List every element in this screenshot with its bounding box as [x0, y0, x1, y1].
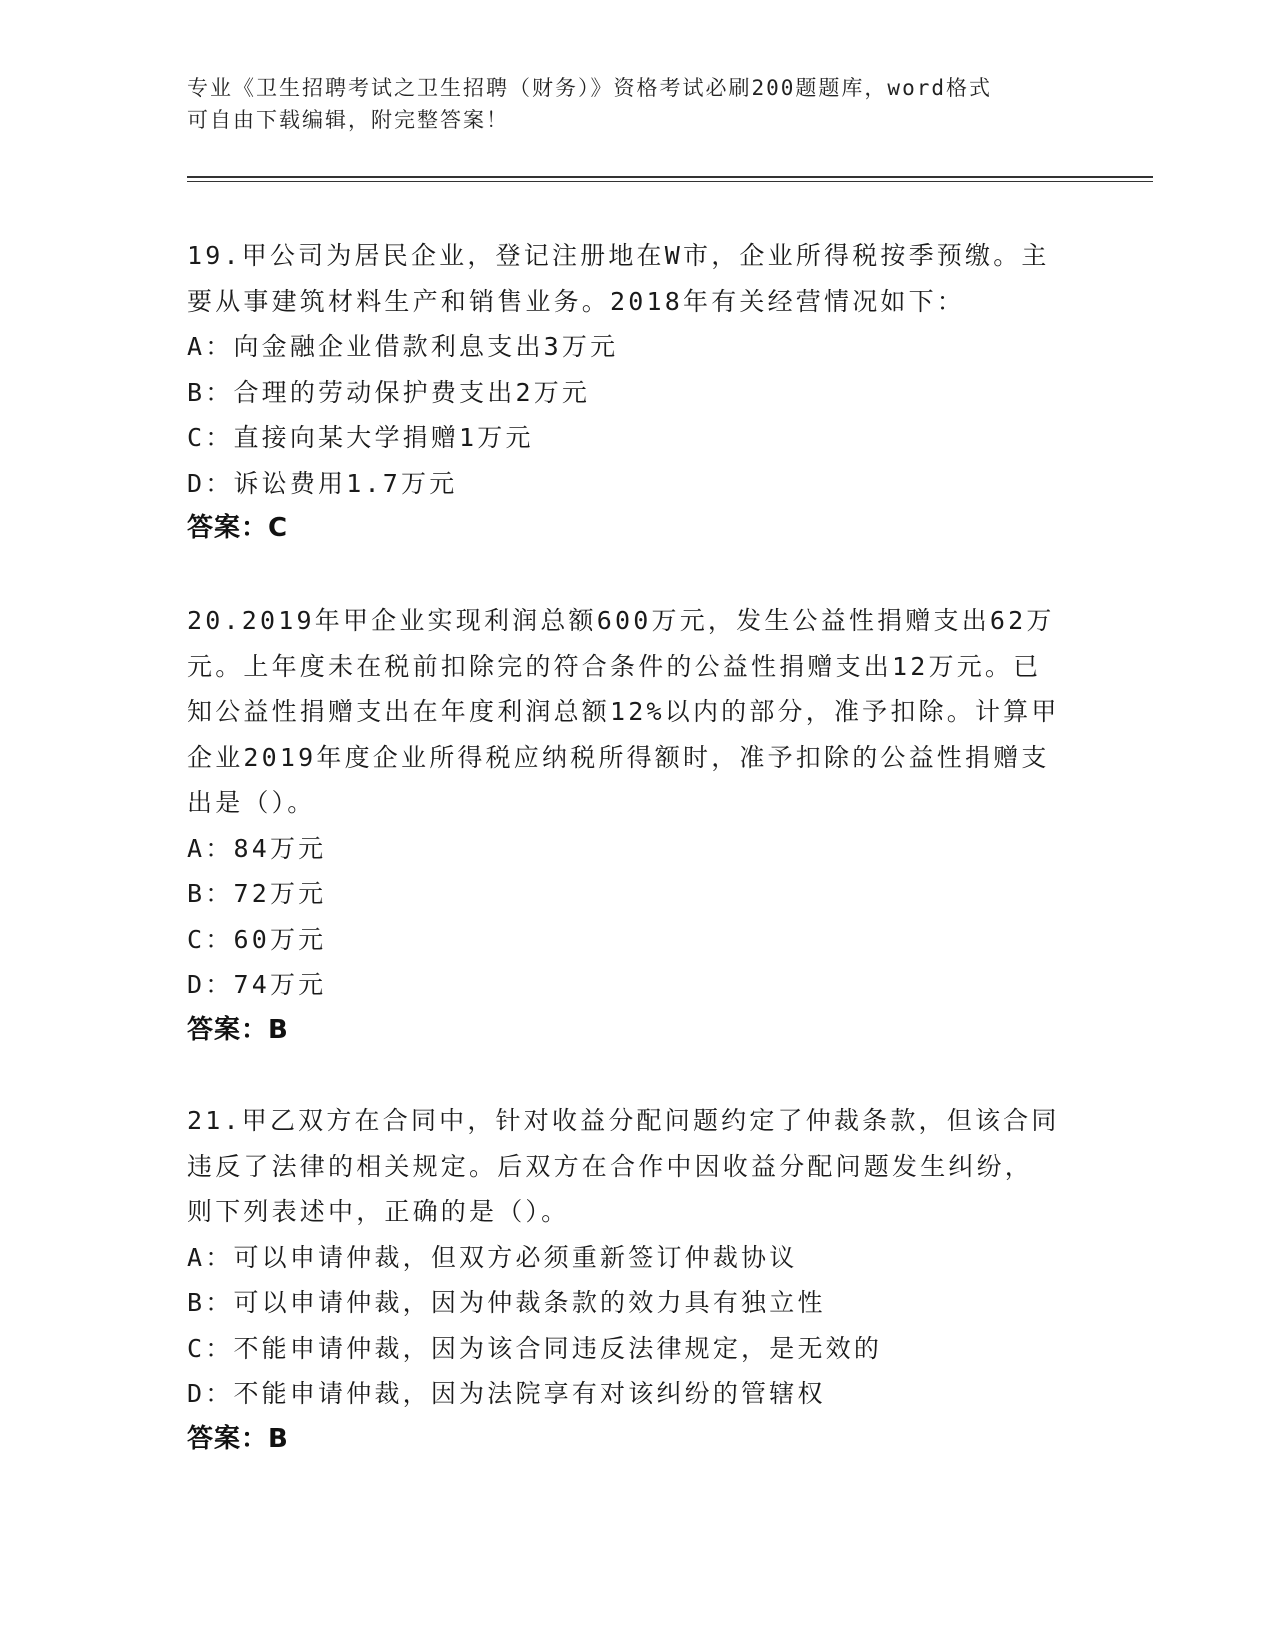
question-text-line: 知公益性捐赠支出在年度利润总额12%以内的部分，准予扣除。计算甲	[187, 697, 1060, 726]
option-c: C：不能申请仲裁，因为该合同违反法律规定，是无效的	[187, 1333, 883, 1363]
option-b: B：合理的劳动保护费支出2万元	[187, 377, 591, 407]
answer-label: 答案：C	[187, 513, 289, 543]
question-19	[187, 233, 1087, 552]
option-c: C：直接向某大学捐赠1万元	[187, 423, 534, 452]
header-line-1: 专业《卫生招聘考试之卫生招聘（财务）》资格考试必刷200题题库，word格式	[187, 76, 992, 100]
header-divider-thin	[187, 181, 1153, 182]
option-b: B：可以申请仲裁，因为仲裁条款的效力具有独立性	[187, 1288, 826, 1317]
question-text-line: 要从事建筑材料生产和销售业务。2018年有关经营情况如下：	[187, 286, 966, 316]
option-d: D：诉讼费用1.7万元	[187, 468, 458, 498]
question-text-line: 元。上年度未在税前扣除完的符合条件的公益性捐赠支出12万元。已	[187, 651, 1042, 681]
question-text-line: 19.甲公司为居民企业，登记注册地在W市，企业所得税按季预缴。主	[187, 241, 1050, 270]
header-divider-thick	[187, 176, 1153, 178]
question-text	[187, 233, 1087, 324]
question-text	[187, 1098, 1087, 1235]
document-header	[187, 72, 1067, 136]
question-21	[187, 1098, 1087, 1462]
question-text-line: 出是（）。	[187, 788, 316, 817]
question-text-line: 20.2019年甲企业实现利润总额600万元，发生公益性捐赠支出62万	[187, 606, 1055, 635]
answer-label: 答案：B	[187, 1014, 289, 1045]
question-20	[187, 598, 1087, 1053]
question-text-line: 违反了法律的相关规定。后双方在合作中因收益分配问题发生纠纷，	[187, 1151, 1034, 1181]
option-a: A：可以申请仲裁，但双方必须重新签订仲裁协议	[187, 1242, 798, 1272]
question-text-line: 企业2019年度企业所得税应纳税所得额时，准予扣除的公益性捐赠支	[187, 742, 1050, 772]
option-a: A：84万元	[187, 833, 327, 863]
answer-label: 答案：B	[187, 1423, 289, 1454]
option-d: D：74万元	[187, 970, 327, 999]
question-text-line: 21.甲乙双方在合同中，针对收益分配问题约定了仲裁条款，但该合同	[187, 1106, 1060, 1135]
question-text-line: 则下列表述中，正确的是（）。	[187, 1197, 570, 1226]
question-text	[187, 598, 1087, 826]
option-b: B：72万元	[187, 879, 327, 908]
option-c: C：60万元	[187, 924, 327, 954]
header-line-2: 可自由下载编辑，附完整答案！	[187, 108, 509, 132]
option-d: D：不能申请仲裁，因为法院享有对该纠纷的管辖权	[187, 1379, 826, 1408]
option-a: A：向金融企业借款利息支出3万元	[187, 332, 619, 361]
